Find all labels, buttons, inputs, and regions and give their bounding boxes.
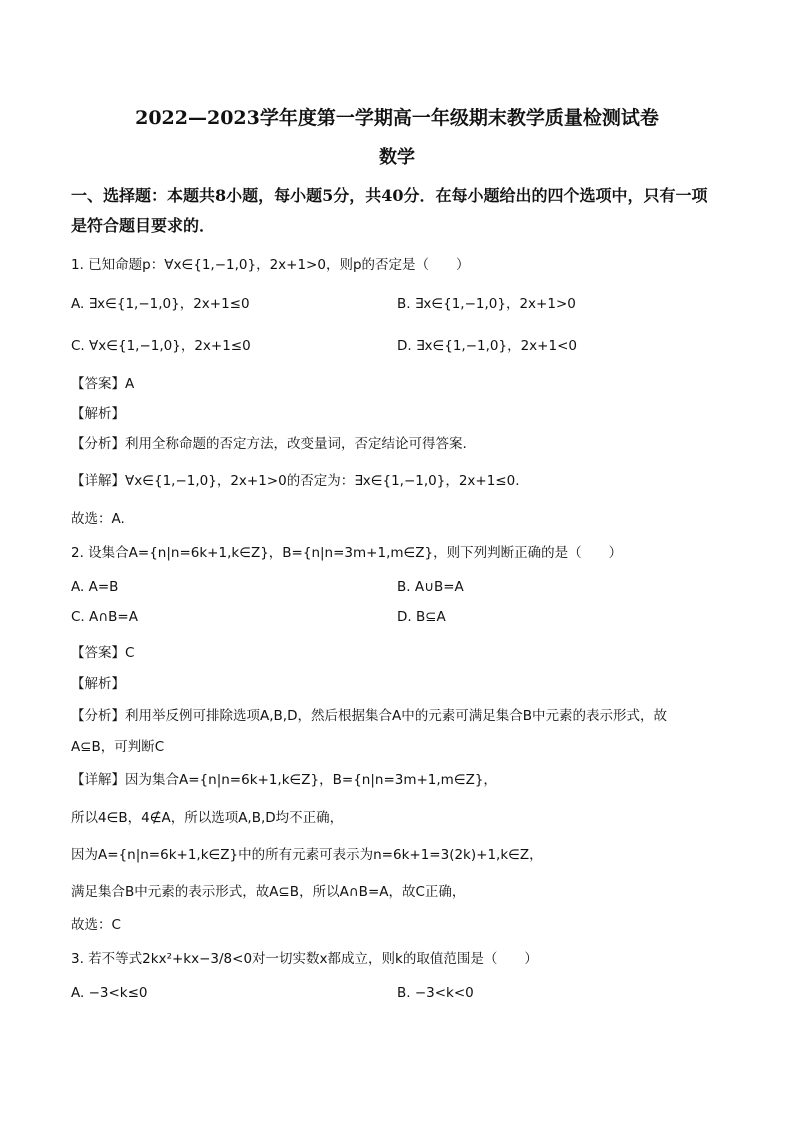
question-1-answer: 【答案】A: [71, 376, 135, 392]
question-2-detail-line3: 满足集合B中元素的表示形式，故A⊆B，所以A∩B=A，故C正确，: [71, 884, 466, 900]
question-3-stem: 3. 若不等式2kx²+kx−3/8<0对一切实数x都成立，则k的取值范围是（ ）: [71, 951, 538, 967]
question-1-detail: 【详解】∀x∈{1,−1,0}，2x+1>0的否定为：∃x∈{1,−1,0}，2x+1≤0.: [71, 473, 520, 489]
exam-subject: 数学: [379, 147, 415, 168]
question-1-choice: 故选：A.: [71, 511, 125, 527]
question-1-option-b: B. ∃x∈{1,−1,0}，2x+1>0: [397, 296, 576, 312]
question-1-option-a: A. ∃x∈{1,−1,0}，2x+1≤0: [71, 296, 250, 312]
question-1-stem: 1. 已知命题p：∀x∈{1,−1,0}，2x+1>0，则p的否定是（ ）: [71, 257, 470, 273]
question-2-detail: 【详解】因为集合A={n|n=6k+1,k∈Z}，B={n|n=3m+1,m∈Z}，: [71, 772, 497, 788]
question-2-option-a: A. A=B: [71, 579, 119, 595]
question-2-option-d: D. B⊆A: [397, 609, 446, 625]
question-2-analysis-label: 【解析】: [71, 676, 125, 692]
question-2-choice: 故选：C: [71, 917, 121, 933]
exam-title: 2022—2023学年度第一学期高一年级期末教学质量检测试卷: [135, 107, 659, 129]
question-1-analysis-label: 【解析】: [71, 406, 125, 422]
question-1-fenxi: 【分析】利用全称命题的否定方法，改变量词，否定结论可得答案.: [71, 436, 467, 452]
question-3-option-a: A. −3<k≤0: [71, 985, 148, 1001]
question-2-detail-line2: 因为A={n|n=6k+1,k∈Z}中的所有元素可表示为n=6k+1=3(2k)+1,k∈Z，: [71, 847, 543, 863]
section-heading-line1: 一、选择题：本题共8小题，每小题5分，共40分．在每小题给出的四个选项中，只有一项: [71, 186, 708, 205]
question-2-stem: 2. 设集合A={n|n=6k+1,k∈Z}，B={n|n=3m+1,m∈Z}，则下列判断正确的是（ ）: [71, 545, 623, 561]
section-heading-line2: 是符合题目要求的．: [71, 216, 216, 235]
question-2-fenxi-line2: A⊆B，可判断C: [71, 739, 165, 755]
question-2-detail-line1: 所以4∈B，4∉A，所以选项A,B,D均不正确，: [71, 810, 344, 826]
question-2-option-b: B. A∪B=A: [397, 579, 464, 595]
question-1-option-d: D. ∃x∈{1,−1,0}，2x+1<0: [397, 338, 577, 354]
question-2-fenxi-line1: 【分析】利用举反例可排除选项A,B,D，然后根据集合A中的元素可满足集合B中元素的表示形式，故: [71, 708, 667, 724]
question-3-option-b: B. −3<k<0: [397, 985, 474, 1001]
question-2-answer: 【答案】C: [71, 645, 135, 661]
question-2-option-c: C. A∩B=A: [71, 609, 138, 625]
question-1-option-c: C. ∀x∈{1,−1,0}，2x+1≤0: [71, 338, 251, 354]
